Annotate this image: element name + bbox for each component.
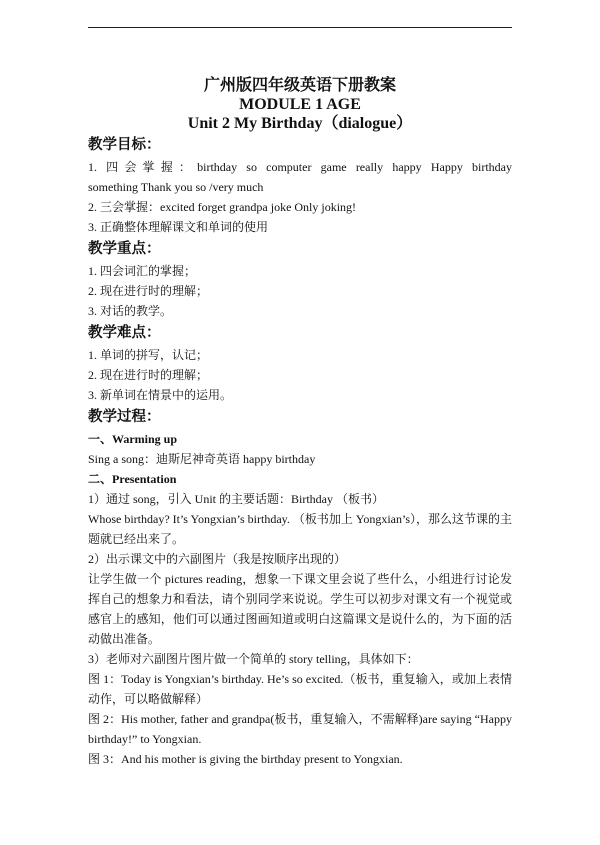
key-point-item: 3. 对话的教学。 [88, 304, 173, 318]
step-1-intro: 1）通过 song，引入 Unit 的主要话题：Birthday （板书） [88, 492, 384, 506]
step-3-intro: 3）老师对六副图片图片做一个简单的 story telling，具体如下： [88, 652, 419, 666]
document-page [88, 72, 512, 769]
difficulty-item: 1. 单词的拼写，认记； [88, 348, 209, 362]
section-presentation: 二、Presentation [88, 472, 177, 486]
key-point-item: 2. 现在进行时的理解； [88, 284, 209, 298]
step-2-detail: 让学生做一个 pictures reading，想象一下课文里会说了些什么，小组进行讨论发挥自己的想象力和看法，请个别同学来说说。学生可以初步对课文有一个视觉或感官上的感知，他们可以通过图画知道或明白这篇课文是说什么的，为下面的活动做出准备。 [88, 572, 512, 646]
header-rule [88, 27, 512, 28]
objectives-heading: 教学目标： [88, 137, 161, 153]
key-point-item: 1. 四会词汇的掌握； [88, 264, 197, 278]
process-heading: 教学过程： [88, 409, 161, 425]
picture-1-text: 图 1：Today is Yongxian’s birthday. He’s so excited.（板书，重复输入，或加上表情动作，可以略做解释） [88, 672, 512, 706]
objective-item-1: 1. 四会掌握：birthday so computer game really happy Happy birthday [88, 160, 512, 174]
warming-up-text: Sing a song：迪斯尼神奇英语 happy birthday [88, 452, 316, 466]
objective-item-3: 3. 正确整体理解课文和单词的使用 [88, 220, 269, 234]
step-1-detail: Whose birthday? It’s Yongxian’s birthday. （板书加上 Yongxian’s），那么这节课的主题就已经出来了。 [88, 512, 512, 546]
key-points-heading: 教学重点： [88, 241, 161, 257]
section-warming-up: 一、Warming up [88, 432, 178, 446]
step-2-intro: 2）出示课文中的六副图片（我是按顺序出现的） [88, 552, 347, 566]
unit-title: Unit 2 My Birthday（dialogue） [187, 115, 413, 132]
doc-title: 广州版四年级英语下册教案 [203, 77, 396, 94]
difficulty-item: 3. 新单词在情景中的运用。 [88, 388, 233, 402]
objective-item-2: 2. 三会掌握：excited forget grandpa joke Only joking! [88, 200, 357, 214]
module-title: MODULE 1 AGE [239, 96, 361, 113]
picture-2-text: 图 2：His mother, father and grandpa(板书，重复输入，不需解释)are saying “Happy birthday!” to Yongxian. [88, 712, 512, 746]
difficulty-item: 2. 现在进行时的理解； [88, 368, 209, 382]
picture-3-text: 图 3：And his mother is giving the birthday present to Yongxian. [88, 752, 403, 766]
difficulties-heading: 教学难点： [88, 325, 161, 341]
objective-item-1-cont: something Thank you so /very much [88, 180, 264, 194]
